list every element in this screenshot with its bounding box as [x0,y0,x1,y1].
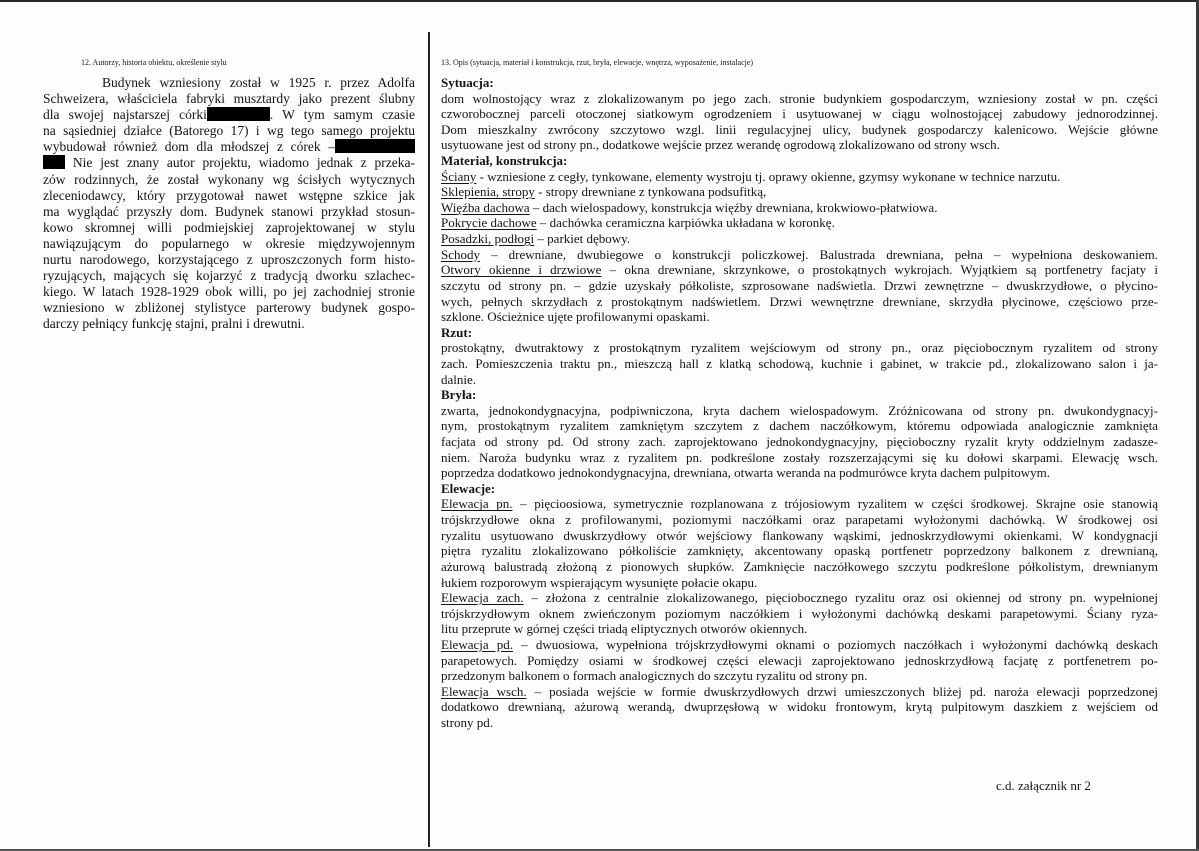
description-line [441,340,1158,356]
description-text: strony pd. [441,714,493,730]
description-line [441,418,1158,434]
redaction-block [207,107,270,121]
element-term: Elewacja pn. [441,496,513,512]
element-term: Posadzki, podłogi [441,231,535,247]
history-line [43,172,415,188]
description-text: łukiem rozporowym wspierającym wysunięte połacie okapu. [441,574,758,590]
description-text: ażurową balustradą złożoną z pionowych słupków. Zamknięcie naczółkowego szczytu podkreślone półkolistym, drewnianym [441,558,1158,574]
description-line [441,91,1158,107]
subsection-heading [441,387,1158,403]
description-text: czworobocznej parceli otoczonej siatkowym ogrodzeniem i usytuowanej w ciągu wolnostojącej zabudowy jednorodzinnej. [441,106,1158,122]
history-line [43,139,415,155]
history-text: zów rodzinnych, że został wykonany wg ścisłych wytycznych [43,171,415,187]
description-line [441,653,1158,669]
description-text: szklone. Ościeżnice ujęte profilowanymi opaskami. [441,309,710,325]
description-line [441,543,1158,559]
description-heading: 13. Opis (sytuacja, materiał i konstrukcja, rzut, bryła, elewacje, wnętrza, wyposażenie, instalacje) [441,58,754,67]
description-line [441,356,1158,372]
history-line [43,188,415,204]
history-line [43,155,415,171]
history-line [43,123,415,139]
description-line [441,528,1158,544]
history-text: dla swojej najstarszej córki [43,107,207,123]
description-line [441,262,1158,278]
description-text: Materiał, konstrukcja: [441,153,568,169]
element-term: Schody [441,246,480,262]
history-text: Budynek wzniesiony został w 1925 r. przez Adolfa [102,75,415,90]
description-line [441,403,1158,419]
subsection-heading [441,153,1158,169]
history-line [43,252,415,268]
description-text: poprzedza dodatkowo jednokondygnacyjna, drewniana, otwarta weranda na podmurówce kryta dachem pulpitowym. [441,465,1050,481]
history-text: wybudował również dom dla młodszej z córek – [43,139,335,155]
history-text: darczy pełniący funkcję stajni, pralni i drewutni. [43,316,305,332]
history-line [43,204,415,220]
history-text: na sąsiedniej działce (Batorego 17) i wg tego samego projektu [43,123,415,139]
description-text: Rzut: [441,324,473,340]
element-term: Elewacja pd. [441,636,514,652]
scan-edge-top [0,0,1199,2]
description-text: - wzniesione z cegły, tynkowane, elementy wystroju tj. oprawy okienne, gzymsy wykonane w technice narzutu. [476,168,1061,184]
description-text: – posiada wejście w formie dwuskrzydłowych drzwi umieszczonych bliżej pd. naroża elewacji poprzedzonej [526,683,1158,699]
description-text: piętra ryzalitu zlokalizowano półkoliście zamknięty, akcentowany opaską portfenetr poprzedzony balkonem z drewnianą, [441,543,1158,559]
description-line [441,372,1158,388]
history-section [43,57,415,333]
description-text: dom wolnostojący wraz z zlokalizowanym po jego zach. stronie budynkiem gospodarczym, wzniesiony został w pn. części [441,90,1158,106]
description-text: trójskrzydłowym oknem zwieńczonym poziomym naczółkiem i wyłożonymi dachówką deskami parapetowymi. Ściany ryza- [441,605,1158,621]
description-text: szczytu od strony pn. – gdzie uzyskały półkoliste, szprosowane nadświetla. Drzwi zewnętrzne – dwuskrzydłowe, o płycino- [441,277,1158,293]
history-text: Nie jest znany autor projektu, wiadomo jednak z przeka- [65,155,415,171]
history-line [43,220,415,236]
description-line [441,684,1158,700]
subsection-heading [441,481,1158,497]
description-text: – dachówka ceramiczna karpiówka układana w koronkę. [536,215,835,231]
history-text: . W tym samym czasie [269,107,415,123]
description-text: - stropy drewniane z tynkowana podsufitką, [534,184,767,200]
history-line [43,91,415,107]
element-term: Elewacja wsch. [441,683,527,699]
description-line [441,309,1158,325]
description-text: – okna drewniane, skrzynkowe, o prostokątnych wykrojach. Wyjątkiem są portfenetry facjaty i [601,262,1158,278]
history-body [43,75,415,333]
description-text: zach. Pomieszczenia traktu pn., mieszczą hall z klatką schodową, kuchnie i gabinet, w trakcie pd., zlokalizowano salon i ja- [441,355,1158,371]
description-text: niem. Naroża budynku wraz z ryzalitem pn. podkreślone zostały rozszerzającymi się ku dołowi skarpami. Elewację wsch. [441,449,1158,465]
description-text: – złożona z centralnie zlokalizowanego, pięciobocznego ryzalitu oraz osi okiennej od strony pn. wypełnionej [523,590,1158,606]
description-line [441,294,1158,310]
redaction-block [43,155,65,169]
history-text: zleceniodawcy, który przygotował nawet wstępne szkice jak [43,187,415,203]
description-line [441,434,1158,450]
description-text: usytuowane jest od strony pn., dodatkowe wejście przez werandę ogrodową zlokalizowano od strony wsch. [441,137,1000,153]
element-term: Sklepienia, stropy [441,184,535,200]
description-line [441,496,1158,512]
description-text: nym, prostokątnym ryzalitem zamkniętym szczytem z dachem naczółkowym, któremu odpowiada analogicznie zamknięta [441,418,1158,434]
subsection-heading [441,325,1158,341]
description-line [441,637,1158,653]
description-text: Sytuacja: [441,75,494,90]
description-line [441,231,1158,247]
history-text: ryzujących, mających się kojarzyć z tradycją dworku szlachec- [43,268,415,284]
history-line [43,75,415,91]
description-text: ryzalitu usytuowano dwuskrzydłowy otwór wejściowy flankowany wąskimi, jednoskrzydłowymi okienkami. W kondygnacji [441,527,1158,543]
element-term: Otwory okienne i drzwiowe [441,262,602,278]
description-line [441,590,1158,606]
description-text: parapetowych. Pomiędzy osiami w środkowej części elewacji zaprojektowano jednoskrzydłową facjatę z portfenetrem po- [441,652,1158,668]
history-text: wzniesiono w zbliżonej stylistyce parterowy budynek gospo- [43,300,415,316]
description-line [441,621,1158,637]
history-line [43,316,415,332]
description-line [441,200,1158,216]
description-text: dodatkowo drewnianą, ażurową werandą, dwuprzęsłową w widoku frontowym, krytą pulpitowym daszkiem z wejściem od [441,699,1158,715]
history-text: nurtu narodowego, korzystającego z uproszczonych form histo- [43,252,415,268]
description-line [441,606,1158,622]
description-text: – dwuosiowa, wypełniona trójskrzydłowymi oknami o poziomych naczółkach i wyłożonymi dachówką deskach [513,636,1158,652]
description-section [441,57,1158,731]
description-text: litu przeprute w górnej części triadą eliptycznych otworów okiennych. [441,621,808,637]
description-text: – dach wielospadowy, konstrukcja więźby drewniana, krokwiowo-płatwiowa. [529,199,938,215]
redaction-block [335,139,415,153]
description-text: Dom mieszkalny zwrócony szczytowo wzgl. linii regulacyjnej ulicy, budynek gospodarczy kalenicowo. Wejście główne [441,121,1158,137]
description-line [441,575,1158,591]
description-text: Elewacje: [441,480,496,496]
description-body [441,75,1158,731]
description-line [441,278,1158,294]
history-line [43,284,415,300]
description-line [441,184,1158,200]
description-line [441,450,1158,466]
description-text: wych, pełnych skrzydłach z prostokątnym nadświetlem. Drzwi wewnętrzne drewniane, skrzydła płycinowe, częściowo prze- [441,293,1158,309]
description-line [441,512,1158,528]
history-text: kiego. W latach 1928-1929 obok willi, po jej zachodniej stronie [43,284,415,300]
description-line [441,668,1158,684]
description-text: trójskrzydłowe okna z profilowanymi, poziomymi naczółkami oraz parapetami wyłożonymi dachówką. W środkowej osi [441,512,1158,528]
description-text: Bryła: [441,387,477,403]
history-text: kowo skromnej willi podmiejskiej zaprojektowanej w stylu [43,219,415,235]
description-line [441,122,1158,138]
element-term: Elewacja zach. [441,590,524,606]
description-line [441,559,1158,575]
element-term: Ściany [441,168,477,184]
description-text: prostokątny, dwutraktowy z prostokątnym ryzalitem wejściowym od strony pn., oraz pięciobocznym ryzalitem od strony [441,340,1158,356]
description-text: – pięcioosiowa, symetrycznie rozplanowana z trójosiowym ryzalitem w części środkowej. Skrajne osie stanowią [512,496,1158,512]
history-text: Schweizera, właściciela fabryki musztardy jako prezent ślubny [43,91,415,107]
description-text: facjata od strony pd. Od strony zach. zaprojektowano jednokondygnacyjny, pięcioboczny ryzalit kryty oddzielnym zadasze- [441,434,1158,450]
description-line [441,106,1158,122]
description-text: – drewniane, dwubiegowe o konstrukcji policzkowej. Balustrada drewniana, pełna – wypełniona deskowaniem. [480,246,1158,262]
history-line [43,268,415,284]
column-divider [428,32,430,847]
description-line [441,169,1158,185]
continuation-note: c.d. załącznik nr 2 [996,778,1091,793]
description-line [441,137,1158,153]
history-heading: 12. Autorzy, historia obiektu, określenie stylu [81,58,227,67]
description-text: zwarta, jednokondygnacyjna, podpiwniczona, kryta dachem wielospadowym. Zróżnicowana od strony pn. dwukondygnacyj- [441,402,1158,418]
description-line [441,465,1158,481]
element-term: Pokrycie dachowe [441,215,537,231]
history-line [43,300,415,316]
history-text: nawiązującym do popularnego w okresie międzywojennym [43,235,415,251]
description-text: przedzonym balkonem o formach analogicznych do szczytu ryzalitu od strony pn. [441,668,868,684]
history-line [43,236,415,252]
description-line [441,215,1158,231]
description-line [441,699,1158,715]
history-line [43,107,415,123]
description-line [441,247,1158,263]
subsection-heading [441,75,1158,91]
description-text: – parkiet dębowy. [534,231,631,247]
description-text: dalnie. [441,371,477,387]
description-line [441,715,1158,731]
element-term: Więźba dachowa [441,199,530,215]
history-text: ma wyglądać przyszły dom. Budynek stanowi przykład stosun- [43,203,415,219]
